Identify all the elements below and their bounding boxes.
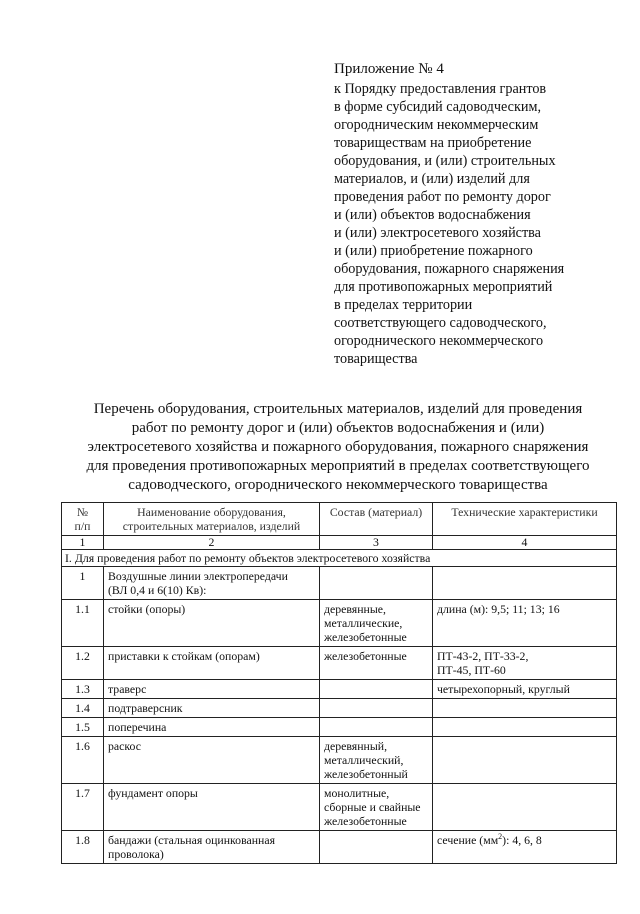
row-material: деревянные, металлические, железобетонные [320,600,433,647]
row-material [320,699,433,718]
column-numbers-row [62,536,617,550]
appendix-line: огородническим некоммерческим [334,117,539,133]
row-name: фундамент опоры [104,784,320,831]
table-header-row [62,503,617,536]
header-num: № п/п [62,503,104,536]
row-num: 1.4 [62,699,104,718]
row-material: деревянный, металлический, железобетонный [320,737,433,784]
row-specs [433,737,617,784]
appendix-line: соответствующего садоводческого, [334,315,547,331]
header-specs: Технические характеристики [433,503,617,536]
appendix-line: проведения работ по ремонту дорог [334,189,551,205]
appendix-line: и (или) приобретение пожарного [334,243,533,259]
appendix-title: Приложение № 4 [334,61,444,77]
row-num: 1.5 [62,718,104,737]
row-name: раскос [104,737,320,784]
title-line: для проведения противопожарных мероприятий в пределах соответствующего [86,458,590,474]
row-specs [433,567,617,600]
row-num: 1.1 [62,600,104,647]
appendix-line: материалов, и (или) изделий для [334,171,530,187]
title-line: Перечень оборудования, строительных материалов, изделий для проведения [93,401,583,417]
appendix-line: в форме субсидий садоводческим, [334,99,541,115]
section-row [62,550,617,567]
row-specs: ПТ-43-2, ПТ-33-2, ПТ-45, ПТ-60 [433,647,617,680]
column-number: 3 [320,536,433,550]
row-name: подтраверсник [104,699,320,718]
row-num: 1 [62,567,104,600]
row-name: Воздушные линии электропередачи (ВЛ 0,4 и 6(10) Кв): [104,567,320,600]
table-row [62,718,617,737]
appendix-header [334,60,624,368]
row-material [320,718,433,737]
row-material [320,831,433,864]
title-line: работ по ремонту дорог и (или) объектов водоснабжения и (или) [131,420,545,436]
row-name: бандажи (стальная оцинкованная проволока) [104,831,320,864]
title-line: садоводческого, огороднического некоммерческого товарищества [128,477,548,493]
appendix-line: в пределах территории [334,297,473,313]
appendix-line: товарищества [334,351,418,367]
row-specs [433,784,617,831]
appendix-line: оборудования, и (или) строительных [334,153,556,169]
row-material: монолитные, сборные и свайные железобетонные [320,784,433,831]
table-row [62,647,617,680]
column-number: 2 [104,536,320,550]
row-name: стойки (опоры) [104,600,320,647]
appendix-line: для противопожарных мероприятий [334,279,553,295]
row-specs [433,718,617,737]
table-row [62,699,617,718]
table-row [62,737,617,784]
row-name: траверс [104,680,320,699]
row-name: поперечина [104,718,320,737]
appendix-line: товариществам на приобретение [334,135,532,151]
row-material: железобетонные [320,647,433,680]
row-num: 1.3 [62,680,104,699]
column-number: 1 [62,536,104,550]
document-title [60,400,616,495]
row-material [320,680,433,699]
row-num: 1.2 [62,647,104,680]
column-number: 4 [433,536,617,550]
appendix-line: и (или) объектов водоснабжения [334,207,531,223]
appendix-line: оборудования, пожарного снаряжения [334,261,565,277]
table-row [62,784,617,831]
row-specs: сечение $(мм^2)$: 4, 6, 8 [433,831,617,864]
row-specs: длина (м): 9,5; 11; 13; 16 [433,600,617,647]
row-num: 1.8 [62,831,104,864]
row-specs: четырехопорный, круглый [433,680,617,699]
appendix-line: огороднического некоммерческого [334,333,544,349]
row-name: приставки к стойкам (опорам) [104,647,320,680]
appendix-line: к Порядку предоставления грантов [334,81,547,97]
section-title: I. Для проведения работ по ремонту объектов электросетевого хозяйства [62,550,617,567]
table-row [62,680,617,699]
header-name: Наименование оборудования, строительных материалов, изделий [104,503,320,536]
appendix-line: и (или) электросетевого хозяйства [334,225,541,241]
row-num: 1.6 [62,737,104,784]
header-material: Состав (материал) [320,503,433,536]
table-row [62,600,617,647]
table-row [62,831,617,864]
row-num: 1.7 [62,784,104,831]
row-specs [433,699,617,718]
table-row [62,567,617,600]
row-material [320,567,433,600]
equipment-table [61,502,617,864]
title-line: электросетевого хозяйства и пожарного оборудования, пожарного снаряжения [87,439,589,455]
